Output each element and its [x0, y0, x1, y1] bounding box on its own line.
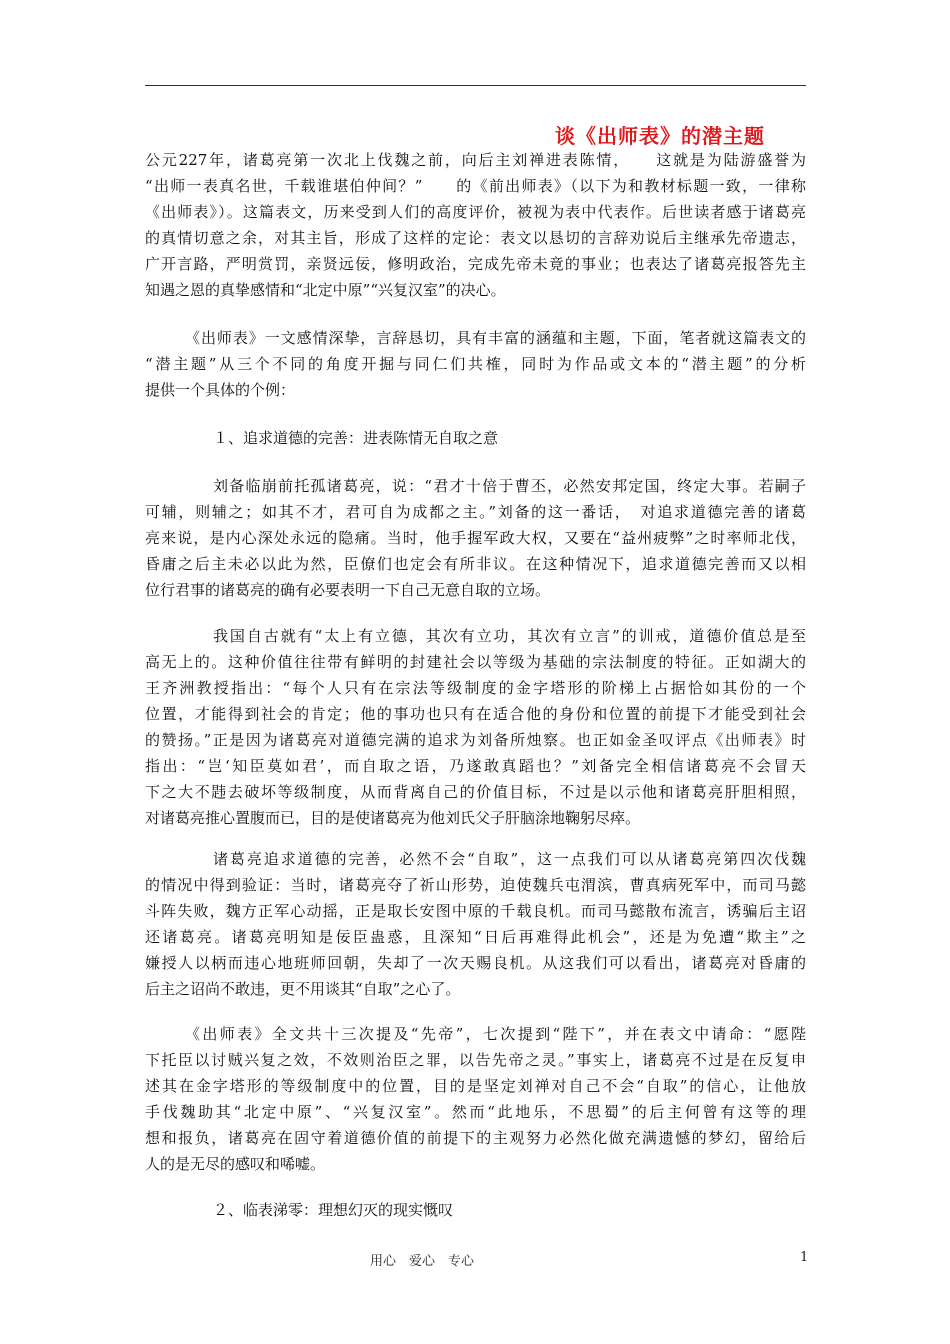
text-line: 人的是无尽的感叹和唏嘘。: [145, 1155, 326, 1173]
text-line: 昏庸之后主未必以此为然，臣僚们也定会有所非议。在这种情况下，追求道德完善而又以相: [145, 555, 806, 573]
text-line: 想和报负，诸葛亮在固守着道德价值的前提下的主观努力必然化做充满遗憾的梦幻，留给后: [145, 1129, 806, 1147]
text-line: 嫌授人以柄而违心地班师回朝，失却了一次天赐良机。从这我们可以看出，诸葛亮对昏庸的: [145, 954, 806, 972]
text-line: 公元227年，诸葛亮第一次北上伐魏之前，向后主刘禅进表陈情， 这就是为陆游盛誉为: [145, 151, 806, 169]
text-line: 下托臣以讨贼兴复之效，不效则治臣之罪，以告先帝之灵。”事实上，诸葛亮不过是在反复申: [145, 1051, 806, 1069]
header-rule: [145, 85, 806, 86]
text-line: 的真情切意之余，对其主旨，形成了这样的定论：表文以恳切的言辞劝说后主继承先帝遗志，: [145, 229, 806, 247]
text-line: 位行君事的诸葛亮的确有必要表明一下自己无意自取的立场。: [145, 581, 551, 599]
text-line: 述其在金字塔形的等级制度中的位置，目的是坚定刘禅对自己不会“自取”的信心，让他放: [145, 1077, 806, 1095]
text-line: 亮来说，是内心深处永远的隐痛。当时，他手握军政大权，又要在“益州疲弊”之时率师北伐，: [145, 529, 806, 547]
text-line: 后主之诏尚不敢违，更不用谈其“自取”之心了。: [145, 980, 461, 998]
text-line: 高无上的。这种价值往往带有鲜明的封建社会以等级为基础的宗法制度的特征。正如湖大的: [145, 653, 806, 671]
text-line: 指出：“岂‘知臣莫如君’，而自取之语，乃遂敢真蹈也？”刘备完全相信诸葛亮不会冒天: [145, 757, 806, 775]
text-line: 广开言路，严明赏罚，亲贤远佞，修明政治，完成先帝未竟的事业；也表达了诸葛亮报答先主: [145, 255, 806, 273]
text-line: 诸葛亮追求道德的完善，必然不会“自取”，这一点我们可以从诸葛亮第四次伐魏: [213, 850, 806, 868]
text-line: 还诸葛亮。诸葛亮明知是佞臣蛊惑，且深知“日后再难得此机会”，还是为免遭“欺主”之: [145, 928, 806, 946]
text-line: 的赞扬。”正是因为诸葛亮对道德完满的追求为刘备所烛察。也正如金圣叹评点《出师表》时: [145, 731, 806, 749]
text-line: 提供一个具体的个例：: [145, 381, 296, 399]
text-line: 知遇之恩的真挚感情和“北定中原”“兴复汉室”的决心。: [145, 281, 506, 299]
text-line: 我国自古就有“太上有立德，其次有立功，其次有立言”的训戒，道德价值总是至: [213, 627, 806, 645]
text-line: “潜主题”从三个不同的角度开掘与同仁们共榷，同时为作品或文本的“潜主题”的分析: [145, 355, 806, 373]
section-heading: １、追求道德的完善：进表陈情无自取之意: [213, 429, 499, 447]
footer-motto: 用心 爱心 专心: [370, 1254, 475, 1269]
text-line: 《出师表》）。这篇表文，历来受到人们的高度评价，被视为表中代表作。后世读者感于诸葛亮: [145, 203, 806, 221]
text-line: 手伐魏助其“北定中原”、“兴复汉室”。然而“此地乐，不思蜀”的后主何曾有这等的理: [145, 1103, 806, 1121]
text-line: 下之大不韪去破坏等级制度，从而背离自己的价值目标，不过是以示他和诸葛亮肝胆相照，: [145, 783, 806, 801]
text-line: 《出师表》全文共十三次提及“先帝”，七次提到“陛下”，并在表文中请命：“愿陛: [185, 1025, 806, 1043]
document-title: 谈《出师表》的潜主题: [555, 124, 765, 148]
page-number: 1: [800, 1250, 809, 1265]
text-line: 王齐洲教授指出：“每个人只有在宗法等级制度的金字塔形的阶梯上占据恰如其份的一个: [145, 679, 806, 697]
text-line: 可辅，则辅之；如其不才，君可自为成都之主。”刘备的这一番话， 对追求道德完善的诸葛: [145, 503, 806, 521]
text-line: 刘备临崩前托孤诸葛亮，说：“君才十倍于曹丕，必然安邦定国，终定大事。若嗣子: [213, 477, 806, 495]
text-line: 位置，才能得到社会的肯定；他的事功也只有在适合他的身份和位置的前提下才能受到社会: [145, 705, 806, 723]
text-line: “出师一表真名世，千载谁堪伯仲间？” 的《前出师表》（以下为和教材标题一致，一律称: [145, 177, 806, 195]
text-line: 对诸葛亮推心置腹而已，目的是使诸葛亮为他刘氏父子肝脑涂地鞠躬尽瘁。: [145, 809, 641, 827]
text-line: 斗阵失败，魏方正军心动摇，正是取长安图中原的千载良机。而司马懿散布流言，诱骗后主诏: [145, 902, 806, 920]
section-heading: ２、临表涕零：理想幻灭的现实慨叹: [213, 1201, 454, 1219]
text-line: 《出师表》一文感情深挚，言辞恳切，具有丰富的涵蕴和主题，下面，笔者就这篇表文的: [185, 329, 806, 347]
text-line: 的情况中得到验证：当时，诸葛亮夺了祈山形势，迫使魏兵屯渭滨，曹真病死军中，而司马懿: [145, 876, 806, 894]
